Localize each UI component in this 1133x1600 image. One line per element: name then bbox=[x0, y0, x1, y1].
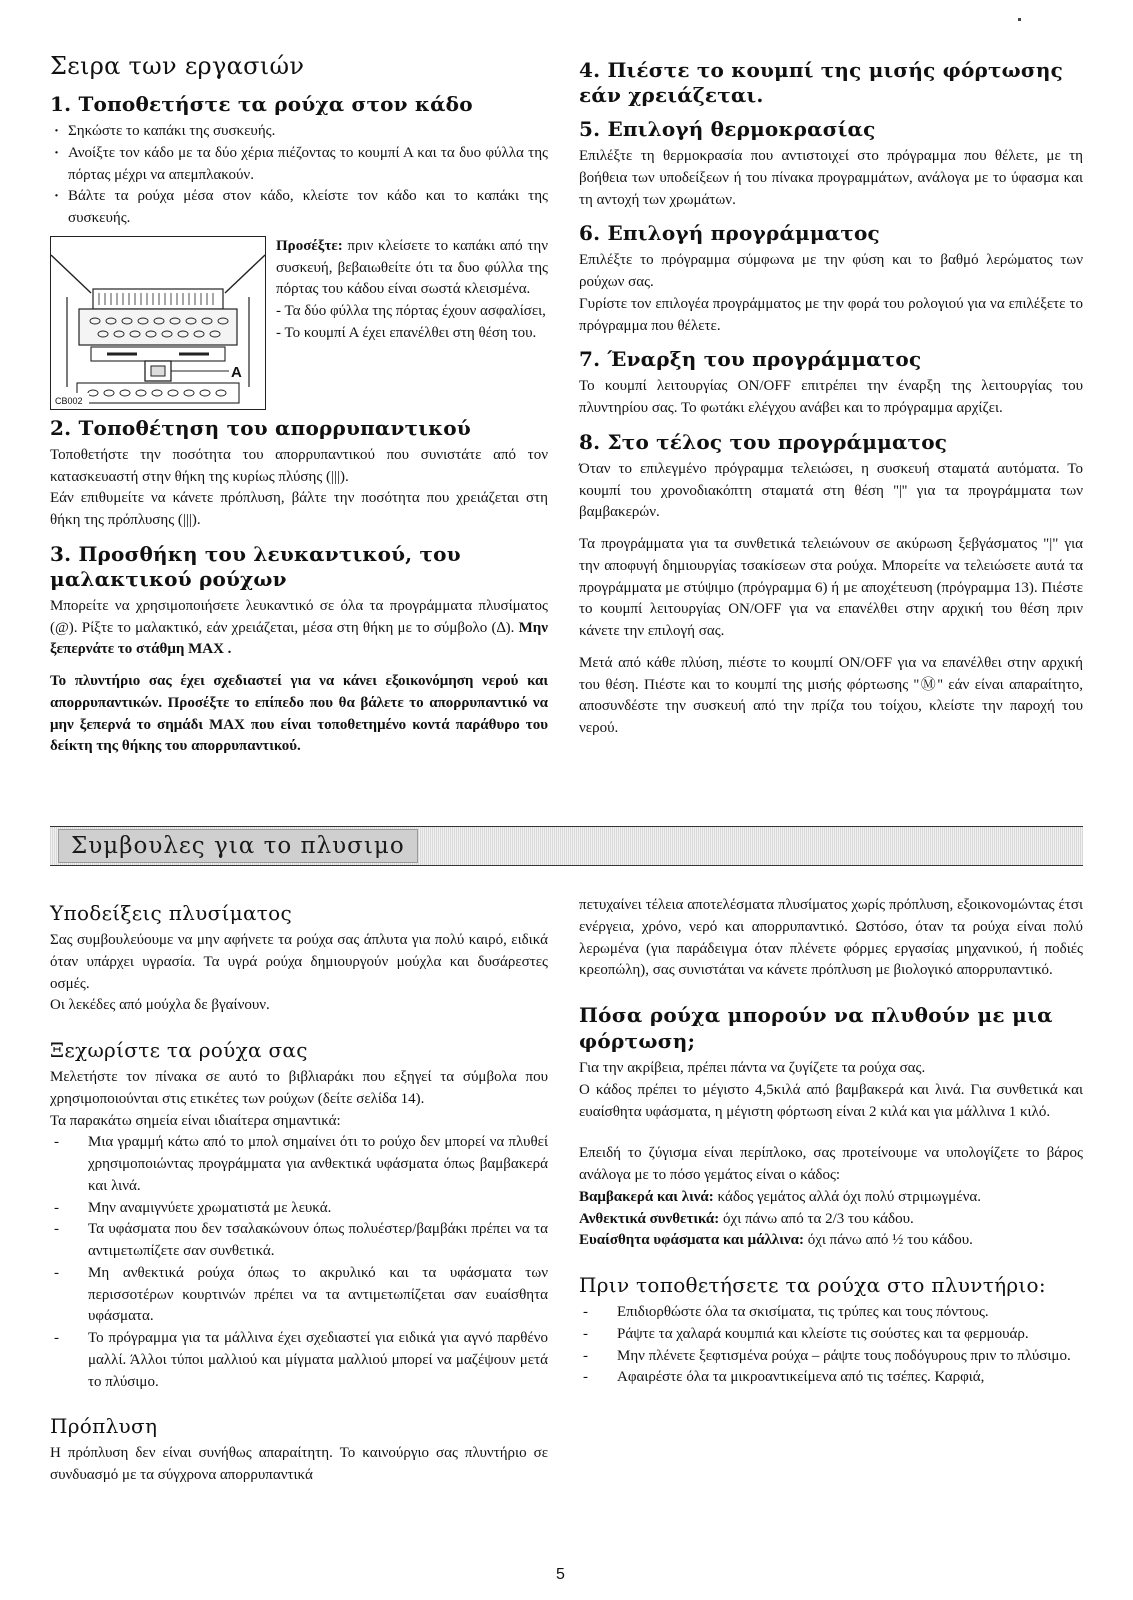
before-wash-heading: Πριν τοποθετήσετε τα ρούχα στο πλυντήριο: bbox=[579, 1273, 1046, 1297]
step-7-text: Το κουμπί λειτουργίας ON/OFF επιτρέπει την έναρξη της λειτουργίας του πλυντηρίου σας. Το φωτάκι ελέγχου ανάβει και το πρόγραμμα αρχίζει. bbox=[579, 378, 1083, 416]
step-5-heading: 5. Επιλογή θερμοκρασίας bbox=[579, 117, 876, 141]
tips-text: Οι λεκέδες από μούχλα δε βγαίνουν. bbox=[50, 997, 270, 1014]
note-text: πριν κλείσετε το καπάκι από την συσκευή, βεβαιωθείτε ότι τα δυο φύλλα της πόρτας του κάδου είναι σωστά κλεισμένα. bbox=[276, 237, 548, 298]
tips-left bbox=[50, 900, 548, 1487]
step-4-heading: 4. Πιέστε το κουμπί της μισής φόρτωσης εάν χρειάζεται. bbox=[579, 58, 1063, 107]
prewash-text: Η πρόπλυση δεν είναι συνήθως απαραίτητη. Το καινούργιο σας πλυντήριο σε συνδυασμό με τα σύγχρονα απορρυπαντικά bbox=[50, 1445, 548, 1483]
step-2-text: Τοποθετήστε την ποσότητα του απορρυπαντικού που συνιστάτε από τον κατασκευαστή στην θήκη της κυρίως πλύσης (|||). bbox=[50, 446, 548, 485]
sort-text: Τα παρακάτω σημεία είναι ιδιαίτερα σημαντικά: bbox=[50, 1112, 341, 1129]
step-7-heading: 7. Έναρξη του προγράμματος bbox=[579, 347, 922, 372]
step-6-heading: 6. Επιλογή προγράμματος bbox=[579, 221, 880, 246]
list-item: - Επιδιορθώστε όλα τα σκισίματα, τις τρύπες και τους πόντους. bbox=[579, 1302, 1083, 1324]
before-wash-list bbox=[579, 1302, 1083, 1389]
operations-section bbox=[50, 52, 548, 758]
list-item: - Το πρόγραμμα για τα μάλλινα έχει σχεδιαστεί για ειδικά για αγνό παρθένο μαλλί. Άλλοι τύποι μαλλιού και μίγματα μαλλιού μπορεί να μαζέψουν μετά το πλύσιμο. bbox=[50, 1328, 548, 1393]
tips-right bbox=[579, 895, 1083, 1389]
sort-heading: Ξεχωρίστε τα ρούχα σας bbox=[50, 1038, 308, 1062]
load-synthetic: Ανθεκτικά συνθετικά: όχι πάνω από τα 2/3 του κάδου. bbox=[579, 1210, 914, 1227]
tips-text: Σας συμβουλεύουμε να μην αφήνετε τα ρούχα σας άπλυτα για πολύ καιρό, ειδικά όταν υπάρχει υγρασία. Τα υγρά ρούχα δημιουργούν μούχλα και δυσάρεστες οσμές. bbox=[50, 932, 548, 992]
list-item: · Ανοίξτε τον κάδο με τα δύο χέρια πιέζοντας το κουμπί Α και τα δυο φύλλα της πόρτας μέχρι να απεμπλακούν. bbox=[50, 143, 548, 187]
step-3-text: Μπορείτε να χρησιμοποιήσετε λευκαντικό σε όλα τα προγράμματα πλυσίματος (@). Ρίξτε το μαλακτικό, εάν χρειάζεται, μέσα στη θήκη με το σύμβολο (∆). Μην ξεπερνάτε το στάθμη MAX . bbox=[50, 597, 548, 658]
step-5-text: Επιλέξτε τη θερμοκρασία που αντιστοιχεί στο πρόγραμμα που θέλετε, με τη βοήθεια των υποδείξεων ή του πίνακα προγραμμάτων, ανάλογα με το ύφασμα και τη αντοχή των χρωμάτων. bbox=[579, 148, 1083, 208]
svg-text:CB002: CB002 bbox=[55, 395, 83, 406]
list-item: · Βάλτε τα ρούχα μέσα στον κάδο, κλείστε τον κάδο και το καπάκι της συσκευής. bbox=[50, 186, 548, 230]
page-number: 5 bbox=[556, 1566, 565, 1583]
step-6-text: Επιλέξτε το πρόγραμμα σύμφωνα με την φύση και το βαθμό λερώματος των ρούχων σας. bbox=[579, 252, 1083, 290]
list-item: · Σηκώστε το καπάκι της συσκευής. bbox=[50, 121, 548, 143]
list-item: - Τα υφάσματα που δεν τσαλακώνουν όπως πολυέστερ/βαμβάκι πρέπει να τα αντιμετωπίζετε σαν συνθετικά. bbox=[50, 1219, 548, 1263]
note-line: - Το κουμπί Α έχει επανέλθει στη θέση του. bbox=[276, 324, 537, 341]
load-text: Ο κάδος πρέπει το μέγιστο 4,5κιλά από βαμβακερά και λινά. Για συνθετικά και ευαίσθητα υφάσματα, η μέγιστη φόρτωση είναι 2 κιλά και για μάλλινα 1 κιλό. bbox=[579, 1081, 1083, 1120]
load-delicate: Ευαίσθητα υφάσματα και μάλλινα: όχι πάνω από ½ του κάδου. bbox=[579, 1232, 973, 1249]
list-item: - Μην πλένετε ξεφτισμένα ρούχα – ράψτε τους ποδόγυρους πριν το πλύσιμο. bbox=[579, 1346, 1083, 1368]
load-cotton: Βαμβακερά και λινά: κάδος γεμάτος αλλά όχι πολύ στριμωγμένα. bbox=[579, 1188, 981, 1205]
tips-heading: Υποδείξεις πλυσίματος bbox=[50, 901, 292, 925]
prewash-continued: πετυχαίνει τέλεια αποτελέσματα πλυσίματος χωρίς πρόπλυση, εξοικονομώντας έτσι ενέργεια, χρόνο, νερό και απορρυπαντικό. Ωστόσο, όταν τα ρούχα είναι πολύ λερωμένα (για παράδειγμα όταν πλένετε φόρμες εργασίας μηχανικού, ή ποδιές κρεοπώλη), σας συνιστάται να κάνετε πρόπλυση με βιολογικό απορρυπαντικό. bbox=[579, 897, 1083, 979]
sort-text: Μελετήστε τον πίνακα σε αυτό το βιβλιαράκι που εξηγεί τα σύμβολα που χρησιμοποιούνται στις ετικέτες των ρούχων (δείτε σελίδα 14). bbox=[50, 1069, 548, 1107]
list-item: - Μια γραμμή κάτω από το μπολ σημαίνει ότι το ρούχο δεν μπορεί να πλυθεί χρησιμοποιώντας προγράμματα για ανθεκτικά υφάσματα όπως βαμβακερά και λινά. bbox=[50, 1132, 548, 1197]
step-8-heading: 8. Στο τέλος του προγράμματος bbox=[579, 429, 948, 454]
sort-list bbox=[50, 1132, 548, 1393]
step-8-text: Μετά από κάθε πλύση, πιέστε το κουμπί ON/OFF για να επανέλθει στην αρχική του θέση. Πιέστε και το κουμπί της μισής φόρτωσης ''Ⓜ'' εάν είναι απαραίτητο, αποσυνδέστε την συσκευή από την πρίζα του τοίχου, κλείστε την παροχή του νερού. bbox=[579, 654, 1083, 736]
note-line: - Τα δύο φύλλα της πόρτας έχουν ασφαλίσει, bbox=[276, 303, 546, 319]
note-label: Προσέξτε: bbox=[276, 237, 343, 254]
svg-text:A: A bbox=[231, 363, 242, 381]
section-title: Σειρα των εργασιών bbox=[50, 52, 305, 80]
scan-mark bbox=[1018, 18, 1021, 21]
steps-continued bbox=[579, 58, 1083, 740]
list-item: - Ράψτε τα χαλαρά κουμπιά και κλείστε τις σούστες και τα φερμουάρ. bbox=[579, 1324, 1083, 1346]
drum-drawing bbox=[51, 237, 265, 409]
load-text: Επειδή το ζύγισμα είναι περίπλοκο, σας προτείνουμε να υπολογίζετε το βάρος ανάλογα με το πόσο γεμάτος είναι ο κάδος: bbox=[579, 1145, 1083, 1183]
list-item: - Μη ανθεκτικά ρούχα όπως το ακρυλικό και τα υφάσματα των περισσοτέρων κουρτινών πρέπει να τα αντιμετωπίζεται σαν ευαίσθητα υφάσματα. bbox=[50, 1263, 548, 1328]
drum-illustration bbox=[50, 236, 266, 410]
step-2-text: Εάν επιθυμείτε να κάνετε πρόπλυση, βάλτε την ποσότητα που χρειάζεται στη θήκη της πρόπλυσης (|||). bbox=[50, 490, 548, 528]
list-item: - Μην αναμιγνύετε χρωματιστά με λευκά. bbox=[50, 1198, 548, 1220]
load-heading: Πόσα ρούχα μπορούν να πλυθούν με μια φόρτωση; bbox=[579, 1003, 1053, 1053]
step-3-heading: 3. Προσθήκη του λευκαντικού, του μαλακτικού ρούχων bbox=[50, 541, 461, 591]
banner-title: Συμβουλες για το πλυσιμο bbox=[58, 829, 418, 863]
note-paragraph bbox=[276, 236, 548, 301]
load-text: Για την ακρίβεια, πρέπει πάντα να ζυγίζετε τα ρούχα σας. bbox=[579, 1060, 926, 1076]
step-1-heading: 1. Τοποθετήστε τα ρούχα στον κάδο bbox=[50, 92, 473, 116]
washing-tips-banner bbox=[50, 826, 1083, 866]
step-1-list bbox=[50, 121, 548, 230]
step-8-text: Τα προγράμματα για τα συνθετικά τελειώνουν σε ακύρωση ξεβγάσματος "|" για την αποφυγή δημιουργίας τσακίσεων στα ρούχα. Μπορείτε να τελειώσετε αυτά τα προγράμματα με στύψιμο (πρόγραμμα 6) ή με αποχέτευση (πρόγραμμα 13). Πιέστε το κουμπί λειτουργίας ON/OFF για να επανέλθει στην αρχική του θέση πριν κάνετε την επιλογή σας. bbox=[579, 536, 1083, 639]
prewash-heading: Πρόπλυση bbox=[50, 1414, 158, 1439]
figure-note bbox=[276, 236, 548, 410]
step-3-warning: Το πλυντήριο σας έχει σχεδιαστεί για να κάνει εξοικονόμηση νερού και απορρυπαντικών. Προσέξτε το επίπεδο που θα βάλετε το απορρυπαντικό να μην ξεπερνά το σημάδι MAX που είναι τοποθετημένο κοντά παράθυρο του δείκτη της θήκης του απορρυπαντικού. bbox=[50, 673, 548, 755]
max-warning: Μην ξεπερνάτε το στάθμη MAX . bbox=[50, 619, 548, 658]
step-2-heading: 2. Τοποθέτηση του απορρυπαντικού bbox=[50, 415, 471, 440]
step-6-text: Γυρίστε τον επιλογέα προγράμματος με την φορά του ρολογιού για να επιλέξετε το πρόγραμμα που θέλετε. bbox=[579, 295, 1083, 334]
step-8-text: Όταν το επιλεγμένο πρόγραμμα τελειώσει, η συσκευή σταματά αυτόματα. Το κουμπί του χρονοδιακόπτη σταματά στη θέση ''|'' για τα προγράμματα των βαμβακερών. bbox=[579, 460, 1083, 521]
list-item: - Αφαιρέστε όλα τα μικροαντικείμενα από τις τσέπες. Καρφιά, bbox=[579, 1367, 1083, 1389]
drum-figure-block bbox=[50, 236, 548, 410]
